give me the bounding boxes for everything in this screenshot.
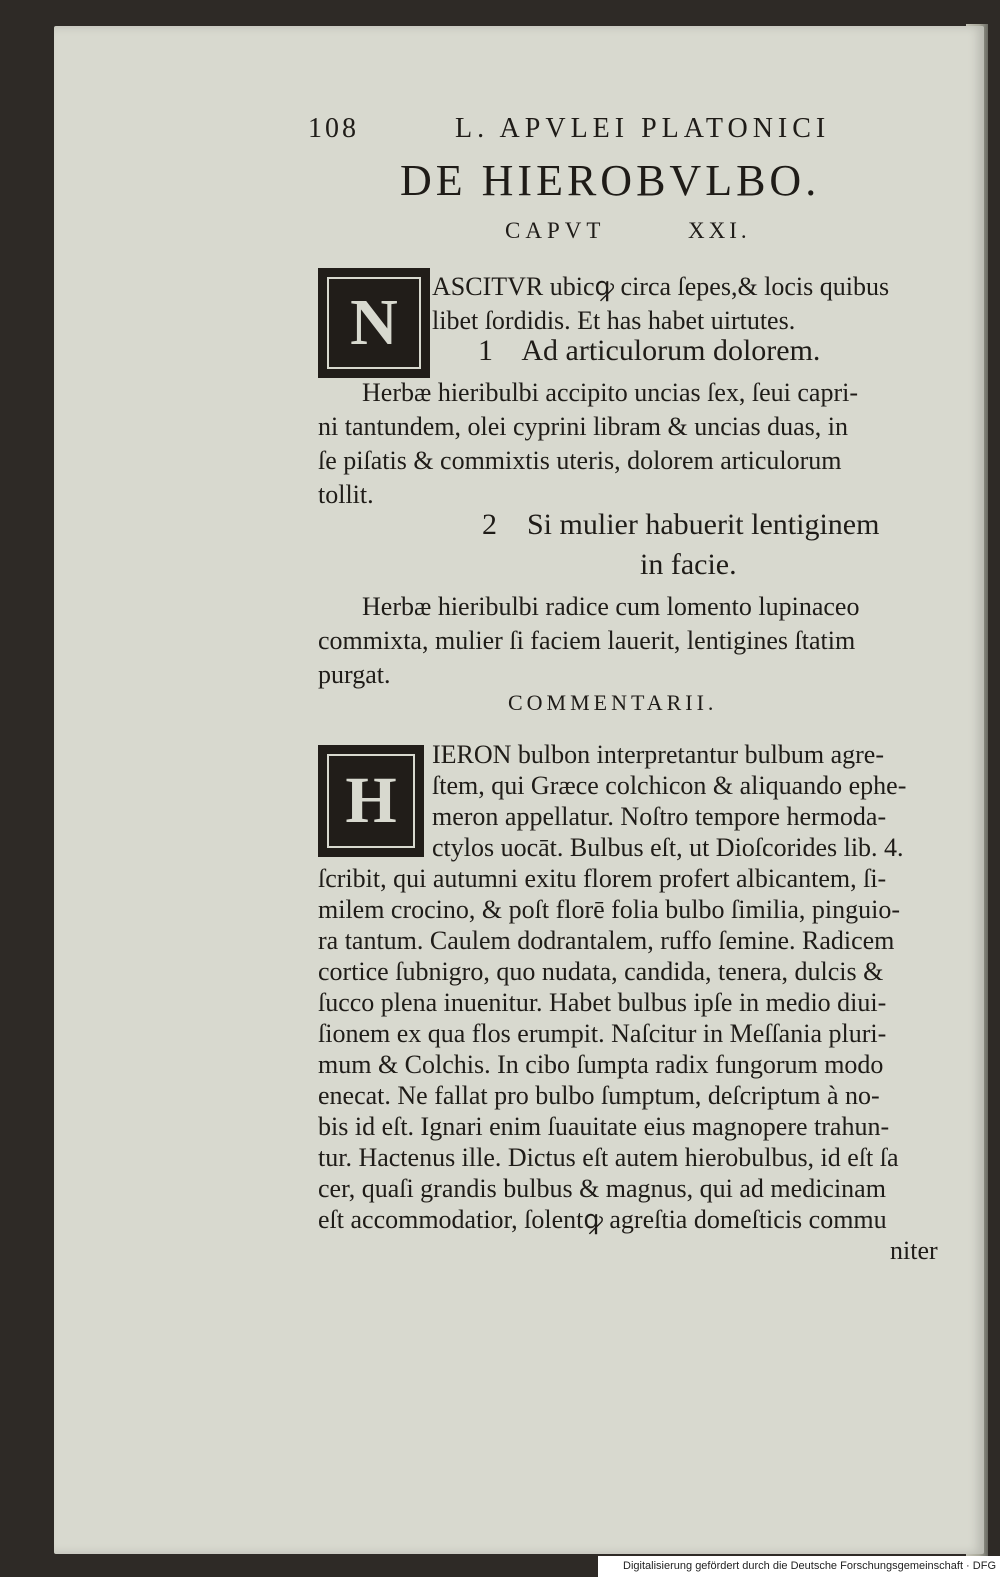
commentary-line-11: mum & Colchis. In cibo ſumpta radix fungorum modo [318,1050,884,1079]
page-number: 108 [308,113,359,144]
running-head-title: L. APVLEI PLATONICI [455,113,831,144]
digitization-credit: Digitalisierung gefördert durch die Deutsche Forschungsgemeinschaft · DFG [598,1556,1000,1577]
commentary-title: COMMENTARII. [508,690,718,715]
commentary-line-13: bis id eſt. Ignari enim ſuauitate eius magnopere trahun- [318,1112,890,1141]
section-2-line-2: commixta, mulier ſi faciem lauerit, lentigines ſtatim [318,626,856,655]
section-1-line-1: Herbæ hieribulbi accipito uncias ſex, ſeui capri- [362,378,858,407]
section-1-heading: 1 Ad articulorum dolorem. [478,334,821,367]
commentary-line-6: milem crocino, & poſt florē folia bulbo ſimilia, pinguio- [318,895,901,924]
catchword: niter [890,1236,938,1265]
section-2-heading-2: in facie. [640,548,737,581]
decorated-initial-h: H [318,745,424,857]
commentary-line-4: ctylos uocāt. Bulbus eſt, ut Dioſcorides lib. 4. [432,833,904,862]
decorated-initial-n: N [318,268,430,378]
commentary-line-12: enecat. Ne fallat pro bulbo ſumptum, deſcriptum à no- [318,1081,880,1110]
commentary-line-1: IERON bulbon interpretantur bulbum agre- [432,740,884,769]
caput-label: CAPVT [505,218,606,243]
section-2-line-1: Herbæ hieribulbi radice cum lomento lupinaceo [362,592,860,621]
commentary-line-3: meron appellatur. Noſtro tempore hermoda- [432,802,887,831]
commentary-line-5: ſcribit, qui autumni exitu florem profert albicantem, ſi- [318,864,887,893]
section-2-heading-1: 2 Si mulier habuerit lentiginem [482,508,880,541]
caput-number: XXI. [688,218,751,243]
section-1-line-4: tollit. [318,480,374,509]
section-2-line-3: purgat. [318,660,391,689]
commentary-line-9: ſucco plena inuenitur. Habet bulbus ipſe in medio diui- [318,988,887,1017]
commentary-line-16: eſt accommodatior, ſolentꝙ agreſtia domeſticis commu [318,1205,887,1234]
commentary-line-2: ſtem, qui Græce colchicon & aliquando ephe- [432,771,907,800]
chapter-title: DE HIEROBVLBO. [400,156,821,205]
intro-line-2: libet ſordidis. Et has habet uirtutes. [432,306,796,335]
commentary-line-10: ſionem ex qua flos erumpit. Naſcitur in Meſſania pluri- [318,1019,887,1048]
commentary-line-15: cer, quaſi grandis bulbus & magnus, qui ad medicinam [318,1174,886,1203]
section-1-line-3: ſe piſatis & commixtis uteris, dolorem articulorum [318,446,842,475]
commentary-line-14: tur. Hactenus ille. Dictus eſt autem hierobulbus, id eſt ſa [318,1143,899,1172]
commentary-line-7: ra tantum. Caulem dodrantalem, ruffo ſemine. Radicem [318,926,895,955]
commentary-line-8: cortice ſubnigro, quo nudata, candida, tenera, dulcis & [318,957,884,986]
section-1-line-2: ni tantundem, olei cyprini libram & uncias duas, in [318,412,849,441]
intro-line-1: ASCITVR ubicꝙ circa ſepes,& locis quibus [432,272,890,301]
